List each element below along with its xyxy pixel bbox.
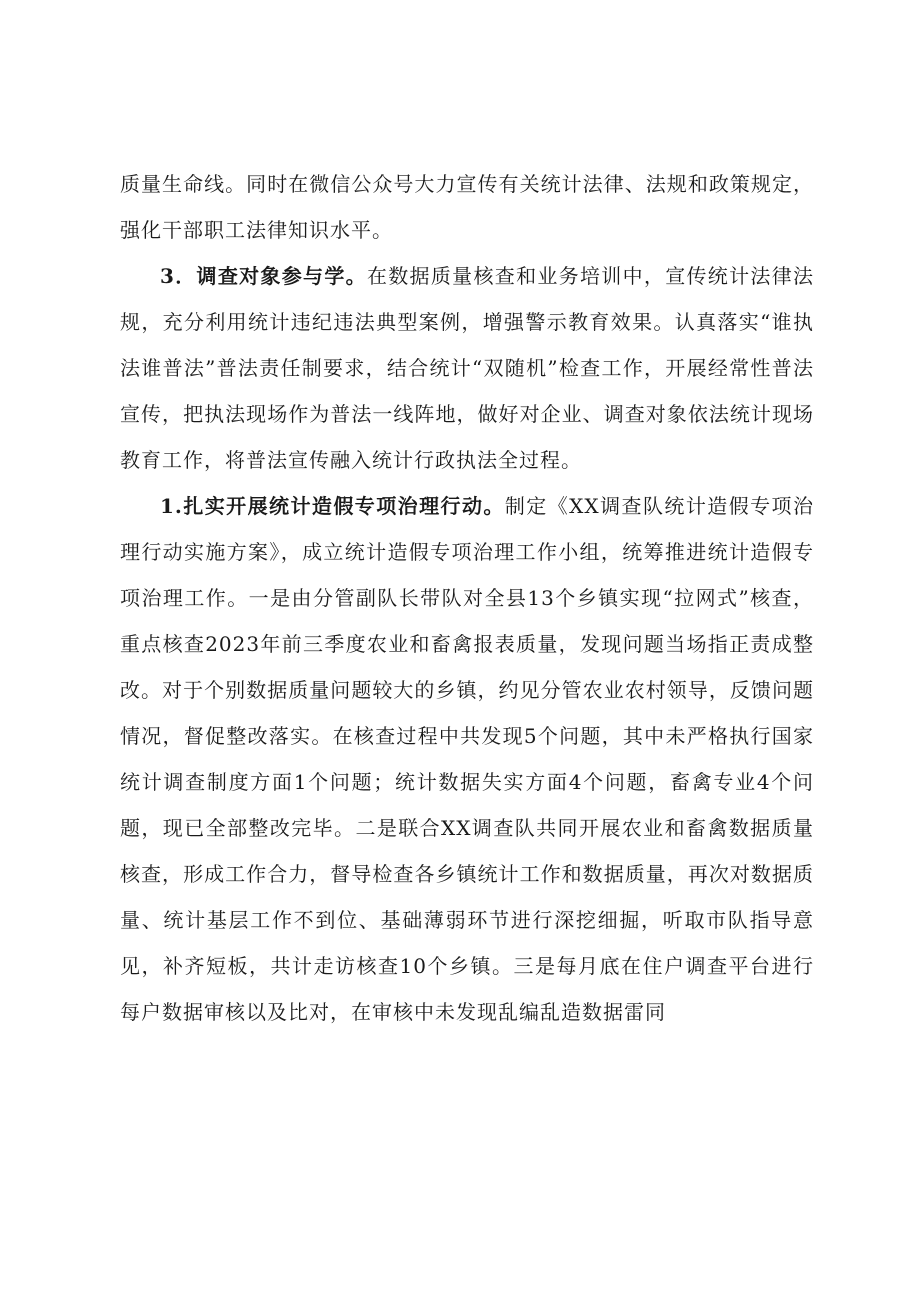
document-body xyxy=(120,161,814,1035)
paragraph-item-1-text: 制定《XX调查队统计造假专项治理行动实施方案》，成立统计造假专项治理工作小组，统筹推进统计造假专项治理工作。一是由分管副队长带队对全县13个乡镇实现“拉网式”核查，重点核查2023年前三季度农业和畜禽报表质量，发现问题当场指正责成整改。对于个别数据质量问题较大的乡镇，约见分管农业农村领导，反馈问题情况，督促整改落实。在核查过程中共发现5个问题，其中未严格执行国家统计调查制度方面1个问题；统计数据失实方面4个问题，畜禽专业4个问题，现已全部整改完毕。二是联合XX调查队共同开展农业和畜禽数据质量核查，形成工作合力，督导检查各乡镇统计工作和数据质量，再次对数据质量、统计基层工作不到位、基础薄弱环节进行深挖细掘，听取市队指导意见，补齐短板，共计走访核查10个乡镇。三是每月底在住户调查平台进行每户数据审核以及比对，在审核中未发现乱编乱造数据雷同 xyxy=(120,494,814,1024)
paragraph-item-3 xyxy=(120,253,814,483)
paragraph-item-1-lead: 1.扎实开展统计造假专项治理行动。 xyxy=(160,494,505,518)
paragraph-continuation: 质量生命线。同时在微信公众号大力宣传有关统计法律、法规和政策规定，强化干部职工法律知识水平。 xyxy=(120,172,814,242)
paragraph-item-1 xyxy=(120,483,814,1035)
paragraph-item-3-lead: 3．调查对象参与学。 xyxy=(160,264,367,288)
paragraph-item-3-text: 在数据质量核查和业务培训中，宣传统计法律法规，充分利用统计违纪违法典型案例，增强警示教育效果。认真落实“谁执法谁普法”普法责任制要求，结合统计“双随机”检查工作，开展经常性普法宣传，把执法现场作为普法一线阵地，做好对企业、调查对象依法统计现场教育工作，将普法宣传融入统计行政执法全过程。 xyxy=(120,264,815,472)
